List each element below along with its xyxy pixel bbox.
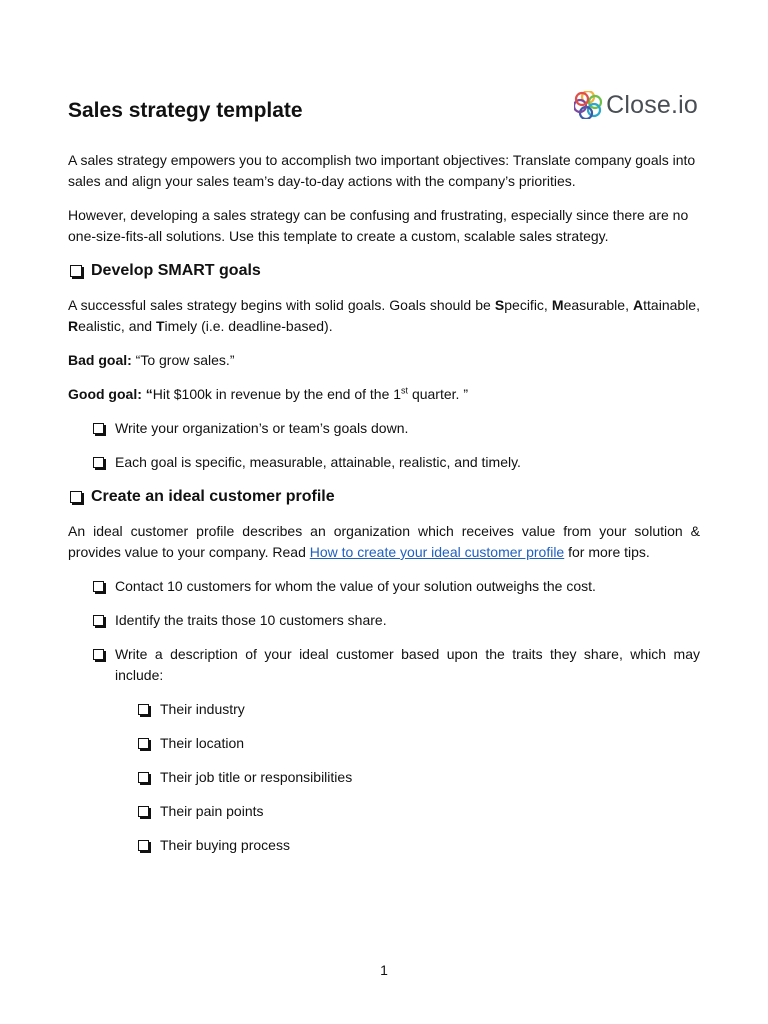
text-run: imely (i.e. deadline-based). (164, 318, 333, 334)
sub-checklist-item (68, 801, 700, 822)
document-body (68, 150, 700, 869)
checkbox-icon[interactable] (93, 423, 104, 434)
text-run: ttainable, (643, 297, 700, 313)
checklist-item-label: Write a description of your ideal customer based upon the traits they share, which may include: (115, 646, 700, 683)
intro-paragraph-1: A sales strategy empowers you to accomplish two important objectives: Translate company goals into sales and align your sales team’s day-to-day actions with the company’s priorities. (68, 152, 696, 189)
checkbox-icon[interactable] (93, 581, 104, 592)
checklist-item (68, 452, 700, 473)
bad-goal-label: Bad goal: (68, 352, 132, 368)
checklist-item-label: Write your organization’s or team’s goals down. (115, 420, 409, 436)
good-goal-text-end: quarter. ” (408, 386, 468, 402)
sub-checklist-item-label: Their buying process (160, 837, 290, 853)
page-title: Sales strategy template (68, 99, 303, 122)
checkbox-icon[interactable] (138, 772, 149, 783)
bold-letter: S (494, 297, 505, 313)
section-heading-ideal-customer-profile (68, 486, 700, 508)
bold-letter: A (633, 297, 644, 313)
close-io-logo (574, 91, 698, 119)
checklist-item (68, 418, 700, 439)
text-run: pecific, (504, 297, 552, 313)
checkbox-icon[interactable] (138, 840, 149, 851)
bad-goal-example (68, 350, 700, 371)
sub-checklist-item (68, 767, 700, 788)
checkbox-icon (70, 265, 82, 277)
checklist-item-label: Each goal is specific, measurable, attainable, realistic, and timely. (115, 454, 521, 470)
sub-checklist-item-label: Their location (160, 735, 245, 751)
close-io-logo-icon (574, 91, 602, 119)
section-heading-label: Create an ideal customer profile (91, 488, 335, 505)
logo-text: Close.io (606, 91, 698, 119)
checkbox-icon[interactable] (138, 704, 149, 715)
good-goal-example (68, 384, 700, 405)
bold-letter: R (68, 318, 79, 334)
checkbox-icon[interactable] (138, 806, 149, 817)
checkbox-icon[interactable] (93, 649, 104, 660)
ordinal-superscript: st (401, 385, 409, 396)
section-heading-smart-goals (68, 260, 700, 282)
text-run: A successful sales strategy begins with solid goals. Goals should be (68, 297, 495, 313)
checkbox-icon[interactable] (93, 457, 104, 468)
checklist-item-label: Contact 10 customers for whom the value of your solution outweighs the cost. (115, 578, 596, 594)
intro-paragraph-2: However, developing a sales strategy can be confusing and frustrating, especially since there are no one-size-fits-all solutions. Use this template to create a custom, scalable sales strategy. (68, 207, 689, 244)
text-run: An ideal customer profile describes an organization which receives value from your solution & provides value to your company. Read (68, 523, 700, 560)
document-page (68, 0, 700, 1024)
icp-paragraph (68, 521, 700, 563)
sub-checklist-item-label: Their industry (160, 701, 245, 717)
sub-checklist-item (68, 835, 700, 856)
checklist-item (68, 576, 700, 597)
checklist-item (68, 644, 700, 686)
bold-letter: T (155, 318, 165, 334)
smart-paragraph (68, 295, 700, 337)
checkbox-icon[interactable] (93, 615, 104, 626)
ideal-customer-profile-link[interactable]: How to create your ideal customer profile (309, 544, 565, 560)
checklist-item (68, 610, 700, 631)
sub-checklist-item (68, 733, 700, 754)
header (68, 91, 700, 126)
checklist-item-label: Identify the traits those 10 customers share. (115, 612, 387, 628)
text-run: easurable, (563, 297, 634, 313)
good-goal-text: Hit $100k in revenue by the end of the 1 (152, 386, 402, 402)
sub-checklist-item-label: Their job title or responsibilities (160, 769, 353, 785)
checkbox-icon (70, 491, 82, 503)
bold-letter: M (551, 297, 564, 313)
checkbox-icon[interactable] (138, 738, 149, 749)
text-run: for more tips. (564, 544, 650, 560)
sub-checklist-item-label: Their pain points (160, 803, 264, 819)
bad-goal-text: “To grow sales.” (131, 352, 235, 368)
text-run: ealistic, and (78, 318, 156, 334)
good-goal-label: Good goal: “ (68, 386, 153, 402)
section-heading-label: Develop SMART goals (91, 262, 261, 279)
sub-checklist-item (68, 699, 700, 720)
page-number: 1 (380, 962, 388, 978)
